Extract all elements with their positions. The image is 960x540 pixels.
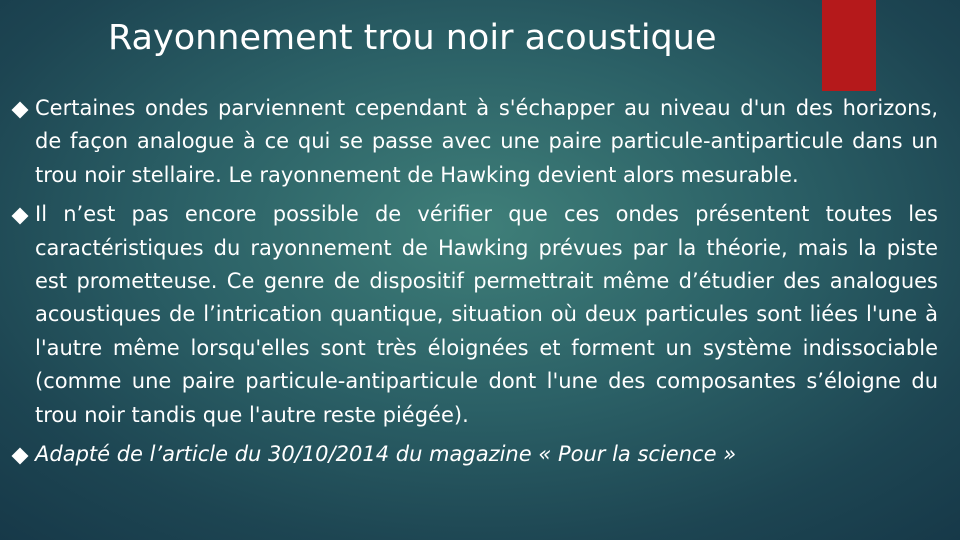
red-accent-bar [822, 0, 876, 91]
source-citation: Adapté de l’article du 30/10/2014 du magazine « Pour la science » [35, 442, 737, 467]
diamond-bullet-icon [12, 102, 29, 119]
diamond-bullet-icon [12, 208, 29, 225]
slide-title: Rayonnement trou noir acoustique [108, 18, 717, 58]
bullet-text: Certaines ondes parviennent cependant à s'échapper au niveau d'un des horizons, de façon analogue à ce qui se passe avec une paire particule-antiparticule dans un trou noir stellaire. Le rayonnement de Hawking devient alors mesurable. [35, 96, 938, 187]
bullet-item-1 [12, 92, 938, 192]
bullet-item-3 [12, 438, 938, 471]
diamond-bullet-icon [12, 448, 29, 465]
bullet-text: Il n’est pas encore possible de vérifier que ces ondes présentent toutes les caractéristiques du rayonnement de Hawking prévues par la théorie, mais la piste est prometteuse. Ce genre de dispositif permettrait même d’étudier des analogues acoustiques de l’intrication quantique, situation où deux particules sont liées l'une à l'autre même lorsqu'elles sont très éloignées et forment un système indissociable (comme une paire particule-antiparticule dont l'une des composantes s’éloigne du trou noir tandis que l'autre reste piégée). [35, 202, 938, 427]
bullet-list [12, 92, 938, 471]
bullet-item-2 [12, 198, 938, 432]
